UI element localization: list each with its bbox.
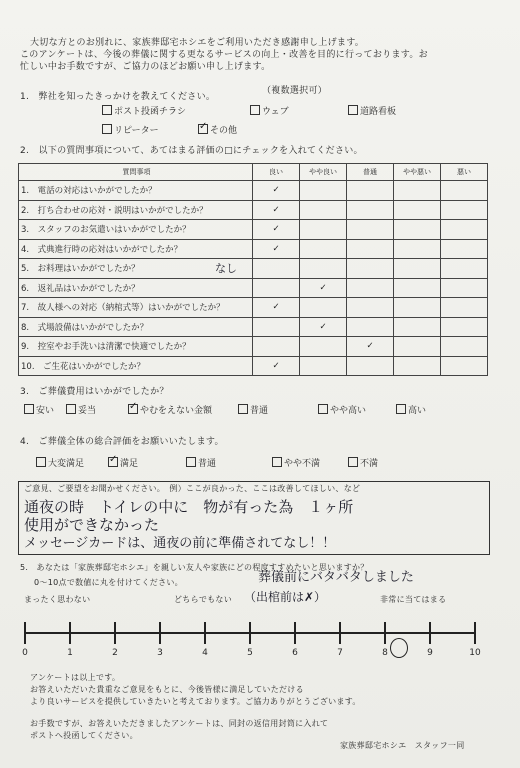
scale-number[interactable]: 10	[469, 648, 481, 658]
checkbox[interactable]	[272, 457, 282, 467]
rating-cell[interactable]	[394, 356, 441, 376]
option-label: 大変満足	[48, 459, 85, 469]
q4-title: 4. ご葬儀全体の総合評価をお願いいたします。	[20, 437, 224, 447]
scale-number[interactable]: 4	[202, 648, 208, 658]
option-label: やむをえない金額	[140, 406, 213, 416]
rating-cell[interactable]	[347, 220, 394, 240]
table-header-question: 質問事項	[19, 164, 253, 181]
option-label: その他	[210, 126, 238, 136]
q1-option-other[interactable]	[198, 124, 237, 137]
rating-cell[interactable]	[347, 239, 394, 259]
handwritten-note: なし	[215, 262, 237, 275]
q3-title: 3. ご葬儀費用はいかがでしたか？	[20, 387, 169, 397]
closing-line-1: アンケートは以上です。	[30, 673, 121, 682]
rating-cell[interactable]	[300, 239, 347, 259]
question-cell: 7. 故人様への対応（納棺式等）はいかがでしたか？	[19, 298, 253, 318]
table-row	[19, 200, 488, 220]
rating-cell[interactable]	[441, 259, 488, 279]
checkbox[interactable]	[238, 404, 248, 414]
q5-left-label: まったく思わない	[24, 595, 91, 604]
checkbox[interactable]	[348, 105, 358, 115]
table-row	[19, 278, 488, 298]
scale-tick[interactable]	[159, 622, 161, 644]
scale-tick[interactable]	[114, 622, 116, 644]
q4-option-satisfied[interactable]	[108, 457, 138, 470]
scale-tick[interactable]	[204, 622, 206, 644]
checkbox[interactable]	[102, 124, 112, 134]
closing-line-2: お答えいただいた貴重なご意見をもとに、今後皆様に満足していただける	[30, 685, 304, 694]
comment-handwriting-1: 通夜の時 トイレの中に 物が有った為 １ヶ所	[24, 498, 354, 516]
rating-cell[interactable]	[347, 317, 394, 337]
checkbox[interactable]	[250, 105, 260, 115]
scale-number[interactable]: 9	[427, 648, 433, 658]
scale-tick[interactable]	[339, 622, 341, 644]
q3-option-cheap[interactable]	[24, 404, 54, 417]
table-row	[19, 317, 488, 337]
scale-number[interactable]: 0	[22, 648, 28, 658]
rating-cell[interactable]	[300, 298, 347, 318]
rating-cell[interactable]	[441, 298, 488, 318]
option-label: やや不満	[284, 459, 321, 469]
checkbox[interactable]	[36, 457, 46, 467]
rating-cell[interactable]: ✓	[253, 220, 300, 240]
scale-number[interactable]: 7	[337, 648, 343, 658]
scale-tick[interactable]	[249, 622, 251, 644]
intro-line-2: このアンケートは、今後の葬儀に関する更なるサービスの向上・改善を目的に行っております。お	[20, 50, 428, 60]
option-label: 満足	[120, 459, 139, 469]
q5-handwriting-1: 葬儀前にバタバタしました	[258, 570, 414, 585]
table-row	[19, 181, 488, 201]
q5-mid-label: どちらでもない	[174, 595, 233, 604]
rating-cell[interactable]	[441, 239, 488, 259]
table-row	[19, 356, 488, 376]
question-cell: 6. 返礼品はいかがでしたか？	[19, 278, 253, 298]
closing-line-4: お手数ですが、お答えいただきましたアンケートは、同封の返信用封筒に入れて	[30, 719, 329, 728]
q1-title: 1. 弊社を知ったきっかけを教えてください。	[20, 92, 216, 102]
rating-cell[interactable]: ✓	[347, 337, 394, 357]
rating-cell[interactable]	[394, 220, 441, 240]
rating-cell[interactable]	[347, 181, 394, 201]
rating-cell[interactable]: ✓	[253, 200, 300, 220]
option-label: やや高い	[330, 406, 367, 416]
rating-cell[interactable]	[441, 181, 488, 201]
checkbox[interactable]	[186, 457, 196, 467]
table-header-bad: 悪い	[441, 164, 488, 181]
rating-cell[interactable]	[441, 278, 488, 298]
checkbox-checked[interactable]	[128, 404, 138, 414]
rating-cell[interactable]	[347, 278, 394, 298]
rating-rows	[19, 181, 488, 376]
rating-cell[interactable]	[441, 317, 488, 337]
q3-option-somewhat-expensive[interactable]	[318, 404, 366, 417]
option-label: 普通	[198, 459, 217, 469]
checkbox[interactable]	[102, 105, 112, 115]
rating-cell[interactable]: ✓	[300, 317, 347, 337]
comment-handwriting-3: メッセージカードは、通夜の前に準備されてなし！！	[24, 536, 336, 551]
table-row	[19, 220, 488, 240]
q1-option-web[interactable]	[250, 105, 289, 118]
scale-tick[interactable]	[294, 622, 296, 644]
rating-table	[18, 163, 488, 376]
comment-prompt: ご意見、ご要望をお聞かせください。 例）ここが良かった、ここは改善してほしい、など	[24, 484, 361, 493]
table-header-fairly-bad: やや悪い	[394, 164, 441, 181]
table-row	[19, 298, 488, 318]
option-label: 不満	[360, 459, 379, 469]
rating-cell[interactable]	[253, 259, 300, 279]
checkbox[interactable]	[348, 457, 358, 467]
q4-option-very-satisfied[interactable]	[36, 457, 84, 470]
rating-cell[interactable]	[347, 356, 394, 376]
q1-option-signboard[interactable]	[348, 105, 396, 118]
rating-cell[interactable]: ✓	[300, 278, 347, 298]
checkbox[interactable]	[24, 404, 34, 414]
scale-number[interactable]: 8	[382, 648, 388, 658]
rating-cell[interactable]	[441, 200, 488, 220]
rating-cell[interactable]	[300, 259, 347, 279]
table-row	[19, 259, 488, 279]
rating-cell[interactable]	[300, 220, 347, 240]
q5-sub: 0～10点で数値に丸を付けてください。	[34, 578, 183, 587]
option-label: ポスト投函チラシ	[114, 107, 187, 117]
intro-line-1: 大切な方とのお別れに、家族葬邸宅ホシエをご利用いただき感謝申し上げます。	[30, 38, 365, 48]
checkbox[interactable]	[318, 404, 328, 414]
table-header-normal: 普通	[347, 164, 394, 181]
scale-number[interactable]: 2	[112, 648, 118, 658]
option-label: 妥当	[78, 406, 97, 416]
table-header-good: 良い	[253, 164, 300, 181]
question-cell: 2. 打ち合わせの応対・説明はいかがでしたか？	[19, 200, 253, 220]
rating-cell[interactable]	[300, 356, 347, 376]
selected-score-circle	[390, 638, 408, 658]
rating-cell[interactable]	[300, 200, 347, 220]
table-row	[19, 337, 488, 357]
q1-option-flyer[interactable]	[102, 105, 186, 118]
comment-handwriting-2: 使用ができなかった	[24, 516, 160, 534]
question-cell: 4. 式典進行時の応対はいかがでしたか？	[19, 239, 253, 259]
q4-option-normal[interactable]	[186, 457, 216, 470]
rating-cell[interactable]	[441, 220, 488, 240]
signature: 家族葬邸宅ホシエ スタッフ一同	[340, 741, 465, 750]
option-label: 安い	[36, 406, 55, 416]
question-cell: 1. 電話の対応はいかがでしたか？	[19, 181, 253, 201]
rating-cell[interactable]	[441, 337, 488, 357]
rating-cell[interactable]: ✓	[253, 298, 300, 318]
rating-cell[interactable]	[253, 337, 300, 357]
q3-option-reasonable[interactable]	[66, 404, 96, 417]
checkbox[interactable]	[66, 404, 76, 414]
scale-number[interactable]: 5	[247, 648, 253, 658]
q3-option-expensive[interactable]	[396, 404, 426, 417]
q2-title: 2. 以下の質問事項について、あてはまる評価の□にチェックを入れてください。	[20, 146, 363, 156]
rating-cell[interactable]	[253, 278, 300, 298]
scale-tick[interactable]	[429, 622, 431, 644]
scale-number[interactable]: 1	[67, 648, 73, 658]
option-label: 道路看板	[360, 107, 397, 117]
option-label: ウェブ	[262, 107, 289, 117]
q4-option-dissatisfied[interactable]	[348, 457, 378, 470]
question-cell: 10. ご生花はいかがでしたか？	[19, 356, 253, 376]
option-label: 普通	[250, 406, 269, 416]
question-cell: 8. 式場設備はいかがでしたか？	[19, 317, 253, 337]
question-cell: 9. 控室やお手洗いは清潔で快適でしたか？	[19, 337, 253, 357]
q1-note: （複数選択可）	[262, 86, 328, 96]
rating-cell[interactable]	[300, 337, 347, 357]
q5-handwriting-2: （出棺前は✗）	[244, 590, 327, 604]
q5-right-label: 非常に当てはまる	[380, 595, 447, 604]
rating-cell[interactable]	[253, 317, 300, 337]
scale-tick[interactable]	[69, 622, 71, 644]
scale-tick[interactable]	[384, 622, 386, 644]
rating-cell[interactable]	[394, 317, 441, 337]
rating-cell[interactable]: ✓	[253, 356, 300, 376]
q3-option-normal[interactable]	[238, 404, 268, 417]
question-cell: 5. お料理はいかがでしたか？ なし	[19, 259, 253, 279]
rating-cell[interactable]	[300, 181, 347, 201]
closing-line-3: より良いサービスを提供していきたいと考えております。ご協力ありがとうございます。	[30, 697, 361, 706]
option-label: 高い	[408, 406, 427, 416]
checkbox-checked[interactable]	[198, 124, 208, 134]
rating-cell[interactable]	[394, 181, 441, 201]
q4-option-somewhat-dissatisfied[interactable]	[272, 457, 320, 470]
q5-title: 5. あなたは「家族葬邸宅ホシエ」を親しい友人や家族にどの程度すすめたいと思いますか？	[20, 563, 369, 572]
rating-cell[interactable]	[394, 239, 441, 259]
scale-tick[interactable]	[474, 622, 476, 644]
option-label: リピーター	[114, 126, 159, 136]
q3-option-unavoidable[interactable]	[128, 404, 212, 417]
rating-cell[interactable]	[441, 356, 488, 376]
rating-cell[interactable]	[347, 298, 394, 318]
table-row	[19, 239, 488, 259]
rating-cell[interactable]	[394, 298, 441, 318]
question-cell: 3. スタッフのお気遣いはいかがでしたか？	[19, 220, 253, 240]
closing-line-5: ポストへ投函してください。	[30, 731, 138, 740]
rating-cell[interactable]	[347, 200, 394, 220]
rating-cell[interactable]: ✓	[253, 181, 300, 201]
scale-number[interactable]: 6	[292, 648, 298, 658]
q1-option-repeater[interactable]	[102, 124, 159, 137]
rating-cell[interactable]	[347, 259, 394, 279]
rating-cell[interactable]	[394, 337, 441, 357]
rating-cell[interactable]	[394, 278, 441, 298]
rating-cell[interactable]: ✓	[253, 239, 300, 259]
rating-cell[interactable]	[394, 200, 441, 220]
checkbox-checked[interactable]	[108, 457, 118, 467]
rating-cell[interactable]	[394, 259, 441, 279]
intro-line-3: 忙しい中お手数ですが、ご協力のほどお願い申し上げます。	[20, 62, 271, 72]
table-header-fairly-good: やや良い	[300, 164, 347, 181]
checkbox[interactable]	[396, 404, 406, 414]
scale-number[interactable]: 3	[157, 648, 163, 658]
scale-tick[interactable]	[24, 622, 26, 644]
